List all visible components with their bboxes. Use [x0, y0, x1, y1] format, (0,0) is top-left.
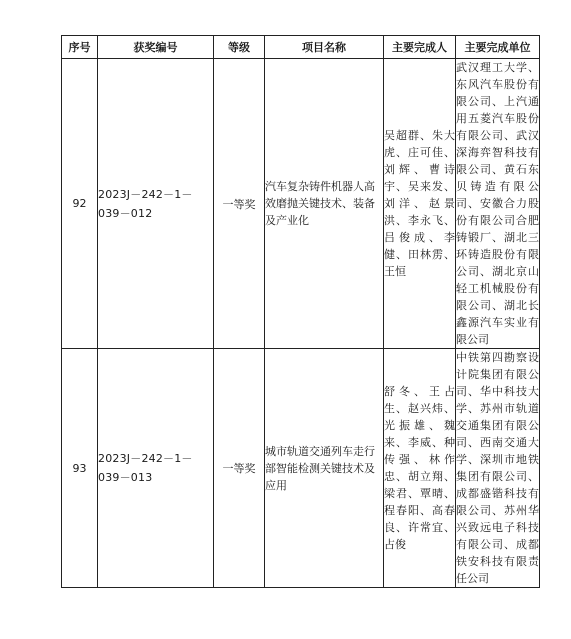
header-project-name: 项目名称 — [265, 36, 384, 59]
header-main-contributors: 主要完成人 — [384, 36, 456, 59]
row-main-contributors: 舒冬、王占生、赵兴炜、光振雄、魏来、李威、种传强、林作忠、胡立翔、梁君、覃晴、程春阳、高春良、许常宜、占俊 — [384, 349, 456, 588]
table-row — [62, 59, 540, 349]
table-header-row — [62, 36, 540, 59]
row-award-code: 2023J－242－1－039－013 — [98, 349, 214, 588]
row-main-contributors: 吴超群、朱大虎、庄可佳、刘辉、曹诗宇、吴来发、刘洋、赵景洪、李永飞、吕俊成、李健、田林雳、王恒 — [384, 59, 456, 349]
row-no: 93 — [62, 349, 98, 588]
awards-table — [61, 35, 540, 588]
row-no: 92 — [62, 59, 98, 349]
header-grade: 等级 — [214, 36, 265, 59]
row-main-units: 中铁第四勘察设计院集团有限公司、华中科技大学、苏州市轨道交通集团有限公司、西南交通大学、深圳市地铁集团有限公司、成都盛锴科技有限公司、苏州华兴致远电子科技有限公司、成都铁安科技有限责任公司 — [456, 349, 540, 588]
row-project-name: 城市轨道交通列车走行部智能检测关键技术及应用 — [265, 349, 384, 588]
row-grade: 一等奖 — [214, 349, 265, 588]
header-no: 序号 — [62, 36, 98, 59]
row-project-name: 汽车复杂铸件机器人高效磨抛关键技术、装备及产业化 — [265, 59, 384, 349]
header-main-units: 主要完成单位 — [456, 36, 540, 59]
row-award-code: 2023J－242－1－039－012 — [98, 59, 214, 349]
table-row — [62, 349, 540, 588]
row-grade: 一等奖 — [214, 59, 265, 349]
header-award-code: 获奖编号 — [98, 36, 214, 59]
row-main-units: 武汉理工大学、东风汽车股份有限公司、上汽通用五菱汽车股份有限公司、武汉深海弈智科技有限公司、黄石东贝铸造有限公司、安徽合力股份有限公司合肥铸锻厂、湖北三环铸造股份有限公司、湖北京山轻工机械股份有限公司、湖北长鑫源汽车实业有限公司 — [456, 59, 540, 349]
